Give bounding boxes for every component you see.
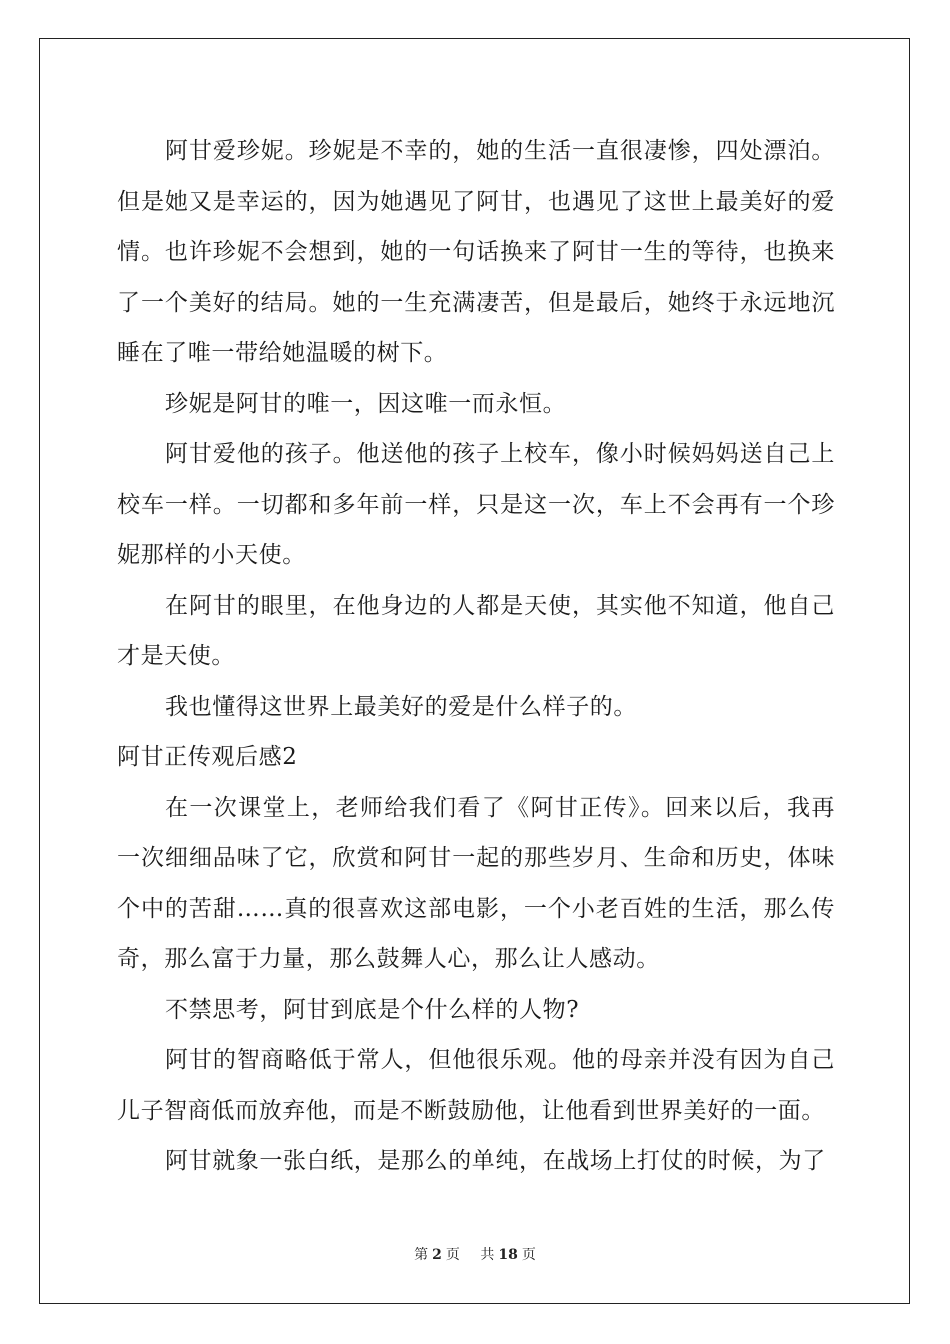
paragraph: 阿甘就象一张白纸，是那么的单纯，在战场上打仗的时候，为了 <box>165 1148 826 1174</box>
page-suffix: 页 <box>445 1247 460 1263</box>
page-footer <box>0 1244 950 1264</box>
paragraph: 阿甘爱他的孩子。他送他的孩子上校车，像小时候妈妈送自己上校车一样。一切都和多年前一样，只是这一次，车上不会再有一个珍妮那样的小天使。 <box>117 441 835 568</box>
page-number <box>410 1247 464 1263</box>
total-prefix: 共 <box>480 1247 495 1263</box>
section-heading: 阿甘正传观后感2 <box>117 744 298 770</box>
total-count: 18 <box>498 1247 518 1263</box>
page-current: 2 <box>432 1247 442 1263</box>
document-body <box>117 126 835 1187</box>
paragraph: 阿甘的智商略低于常人，但他很乐观。他的母亲并没有因为自己儿子智商低而放弃他，而是不断鼓励他，让他看到世界美好的一面。 <box>117 1047 835 1124</box>
paragraph: 我也懂得这世界上最美好的爱是什么样子的。 <box>165 693 637 720</box>
paragraph: 在阿甘的眼里，在他身边的人都是天使，其实他不知道，他自己才是天使。 <box>117 592 835 669</box>
page-total <box>476 1247 539 1263</box>
total-suffix: 页 <box>521 1247 536 1263</box>
paragraph: 阿甘爱珍妮。珍妮是不幸的，她的生活一直很凄惨，四处漂泊。但是她又是幸运的，因为她遇见了阿甘，也遇见了这世上最美好的爱情。也许珍妮不会想到，她的一句话换来了阿甘一生的等待，也换来了一个美好的结局。她的一生充满凄苦，但是最后，她终于永远地沉睡在了唯一带给她温暖的树下。 <box>117 138 835 366</box>
page-prefix: 第 <box>414 1247 429 1263</box>
paragraph: 在一次课堂上，老师给我们看了《阿甘正传》。回来以后，我再一次细细品味了它，欣赏和阿甘一起的那些岁月、生命和历史，体味个中的苦甜……真的很喜欢这部电影，一个小老百姓的生活，那么传奇，那么富于力量，那么鼓舞人心，那么让人感动。 <box>117 794 835 972</box>
paragraph: 珍妮是阿甘的唯一，因这唯一而永恒。 <box>165 390 567 417</box>
paragraph: 不禁思考，阿甘到底是个什么样的人物? <box>165 996 580 1023</box>
